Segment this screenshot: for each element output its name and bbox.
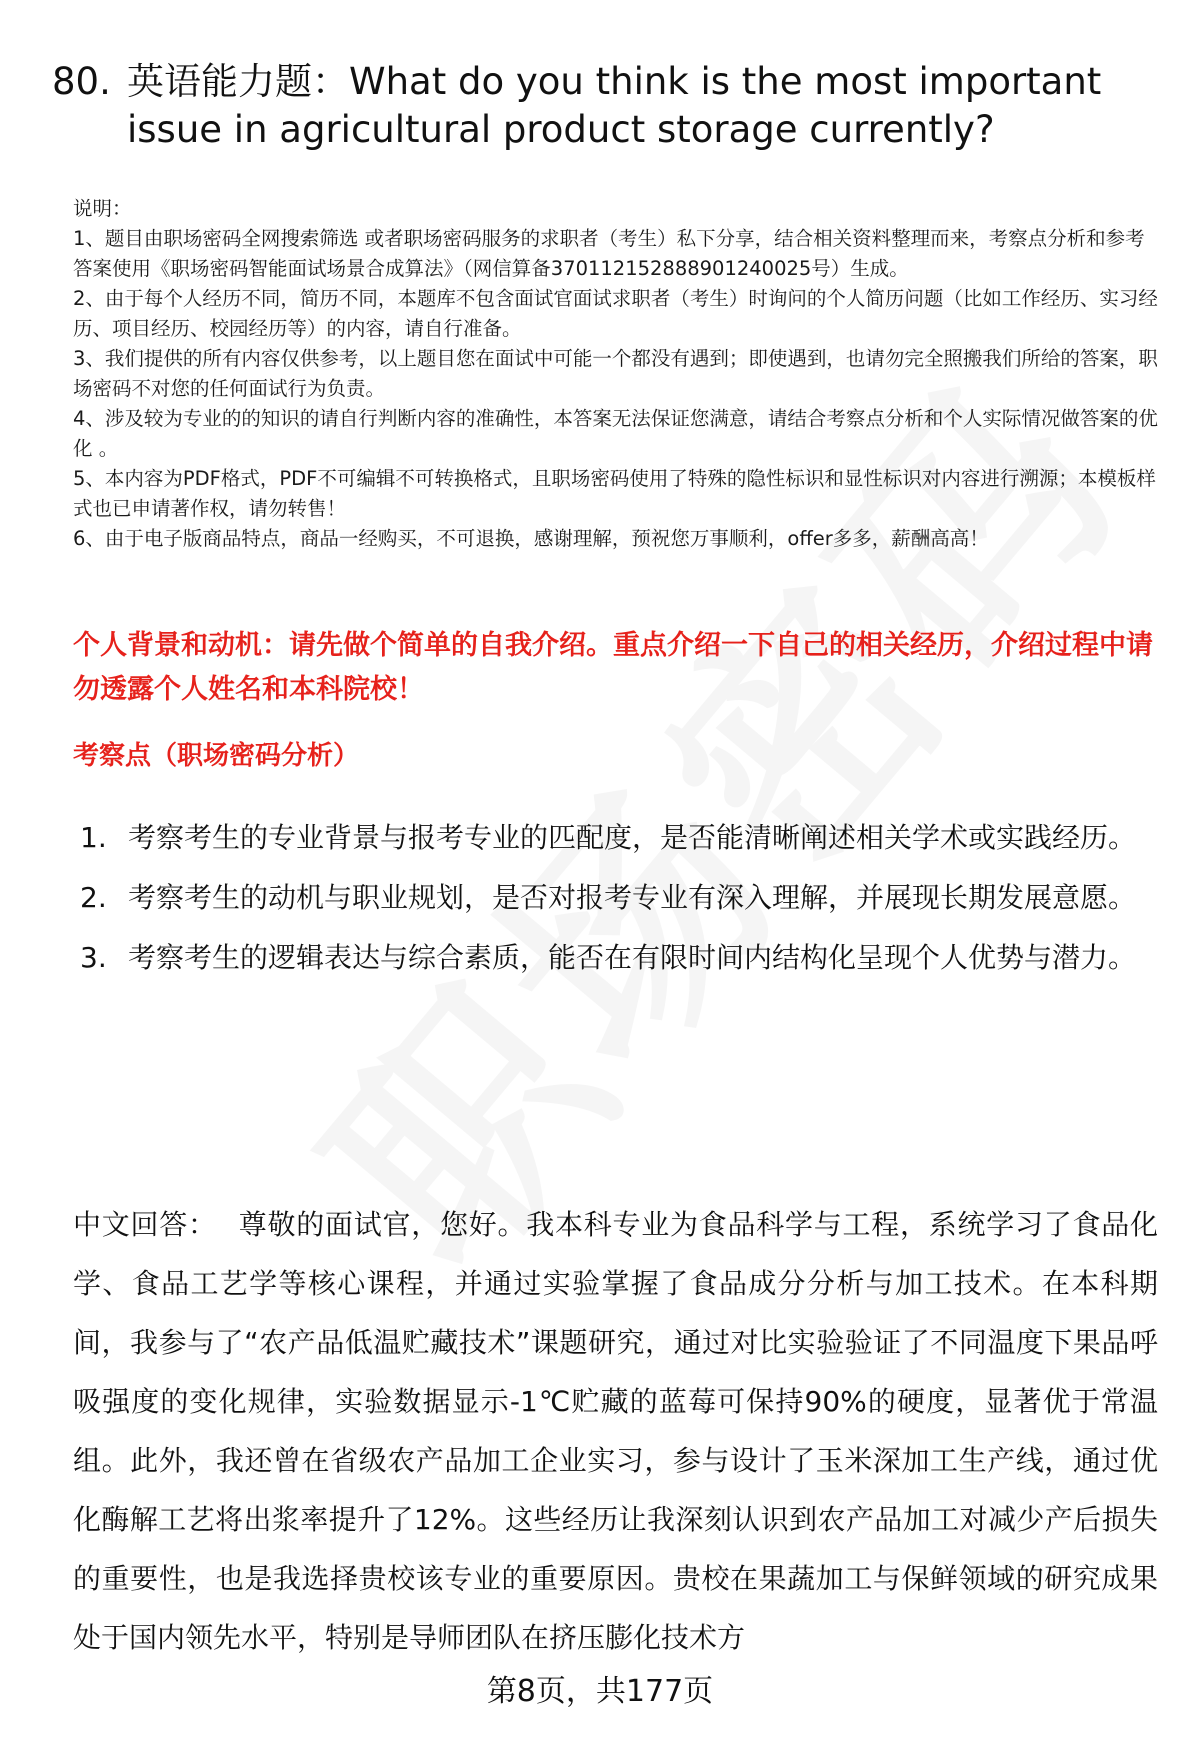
note-item: 5、本内容为PDF格式，PDF不可编辑不可转换格式，且职场密码使用了特殊的隐性标识和显性标识对内容进行溯源；本模板样式也已申请著作权，请勿转售！ [73,467,1156,520]
question-text: 英语能力题：What do you think is the most important issue in agricultural product storage currently? [127,60,1102,151]
note-item: 3、我们提供的所有内容仅供参考，以上题目您在面试中可能一个都没有遇到；即使遇到，也请勿完全照搬我们所给的答案，职场密码不对您的任何面试行为负责。 [73,347,1158,400]
list-item [80,808,1160,867]
analysis-points [80,808,1160,988]
note-item: 1、题目由职场密码全网搜索筛选 或者职场密码服务的求职者（考生）私下分享，结合相关资料整理而来，考察点分析和参考答案使用《职场密码智能面试场景合成算法》（网信算备370112152888901240025号）生成。 [73,227,1145,280]
list-item-index: 2. [80,881,107,914]
list-item-text: 考察考生的动机与职业规划，是否对报考专业有深入理解，并展现长期发展意愿。 [128,881,1137,914]
note-item: 6、由于电子版商品特点，商品一经购买，不可退换，感谢理解，预祝您万事顺利，offer多多，薪酬高高！ [73,527,989,550]
notes-block [73,194,1158,554]
list-item-index: 3. [80,941,107,974]
answer-text: 尊敬的面试官，您好。我本科专业为食品科学与工程，系统学习了食品化学、食品工艺学等核心课程，并通过实验掌握了食品成分分析与加工技术。在本科期间，我参与了“农产品低温贮藏技术”课题研究，通过对比实验验证了不同温度下果品呼吸强度的变化规律，实验数据显示-1℃贮藏的蓝莓可保持90%的硬度，显著优于常温组。此外，我还曾在省级农产品加工企业实习，参与设计了玉米深加工生产线，通过优化酶解工艺将出浆率提升了12%。这些经历让我深刻认识到农产品加工对减少产后损失的重要性，也是我选择贵校该专业的重要原因。贵校在果蔬加工与保鲜领域的研究成果处于国内领先水平，特别是导师团队在挤压膨化技术方 [73,1208,1158,1654]
list-item-text: 考察考生的专业背景与报考专业的匹配度，是否能清晰阐述相关学术或实践经历。 [128,821,1137,854]
note-item: 2、由于每个人经历不同，简历不同，本题库不包含面试官面试求职者（考生）时询问的个人简历问题（比如工作经历、实习经历、项目经历、校园经历等）的内容，请自行准备。 [73,287,1158,340]
notes-heading: 说明： [73,197,132,220]
page-footer: 第8页，共177页 [486,1674,714,1709]
list-item [80,928,1160,987]
list-item-index: 1. [80,821,107,854]
answer-label: 中文回答： [73,1208,217,1241]
interview-prompt: 个人背景和动机：请先做个简单的自我介绍。重点介绍一下自己的相关经历，介绍过程中请勿透露个人姓名和本科院校！ [73,630,1153,705]
answer-paragraph [73,1195,1158,1667]
question-title [52,58,1162,154]
question-number: 80. [52,60,111,103]
list-item [80,868,1160,927]
list-item-text: 考察考生的逻辑表达与综合素质，能否在有限时间内结构化呈现个人优势与潜力。 [128,941,1137,974]
note-item: 4、涉及较为专业的的知识的请自行判断内容的准确性，本答案无法保证您满意，请结合考察点分析和个人实际情况做答案的优化 。 [73,407,1158,460]
analysis-title: 考察点（职场密码分析） [73,741,360,771]
